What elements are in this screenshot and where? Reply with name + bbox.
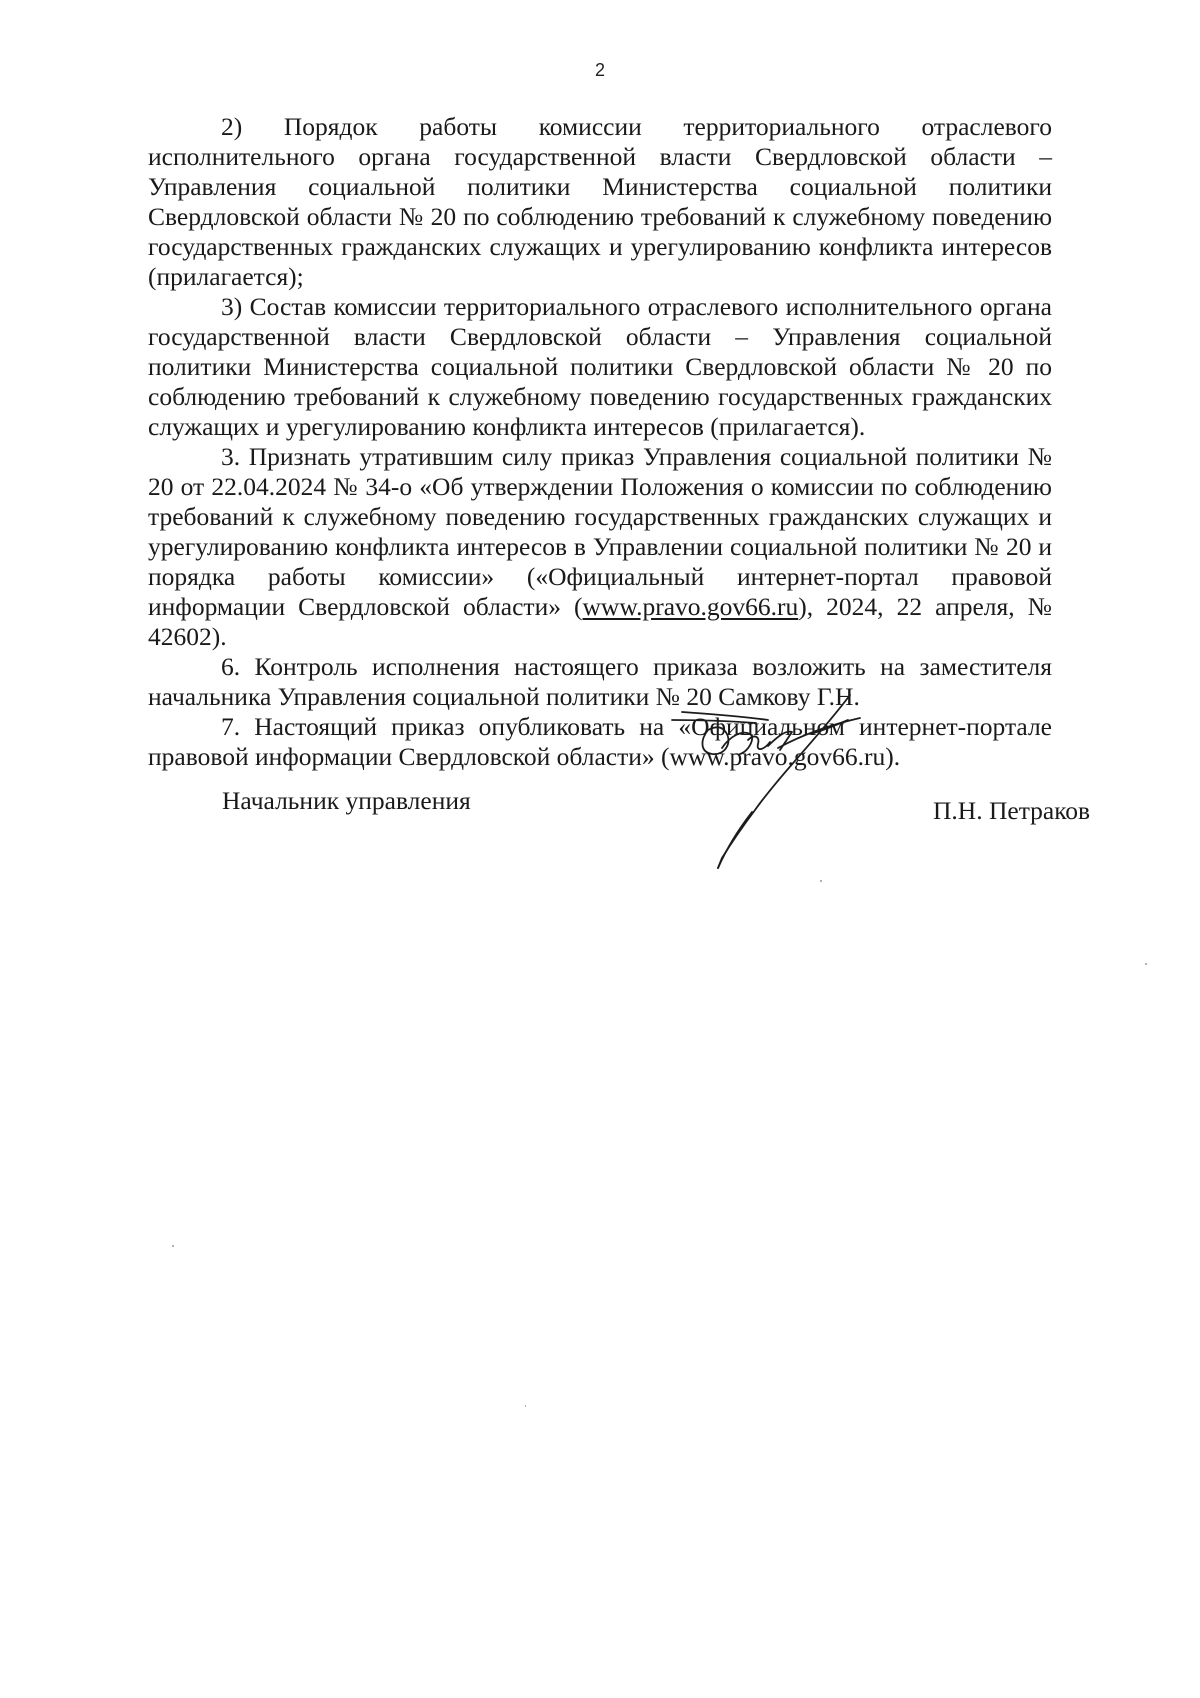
pravo-portal-link[interactable]: www.pravo.gov66.ru — [582, 592, 799, 621]
paragraph-composition: 3) Состав комиссии территориального отраслевого исполнительного органа государственной власти Свердловской области – Управления социальной политики Министерства социальной политики Свердловской области № 20 по соблюдению требований к служебному поведению государственных гражданских служащих и урегулированию конфликта интересов (прилагается). — [148, 292, 1052, 441]
paragraph-publish: 7. Настоящий приказ опубликовать на «Официальном интернет-портале правовой информации Свердловской области» (www.pravo.gov66.ru). — [148, 712, 1052, 771]
page-number: 2 — [594, 60, 605, 80]
repeal-text-end: ), 2024, 22 апреля, № 42602). — [148, 592, 1052, 651]
document-body — [148, 112, 1052, 772]
signatory-name: П.Н. Петраков — [933, 796, 1091, 825]
paragraph-procedure: 2) Порядок работы комиссии территориального отраслевого исполнительного органа государственной власти Свердловской области – Управления социальной политики Министерства социальной политики Свердловской области № 20 по соблюдению требований к служебному поведению государственных гражданских служащих и урегулированию конфликта интересов (прилагается); — [148, 112, 1052, 291]
paragraph-control: 6. Контроль исполнения настоящего приказа возложить на заместителя начальника Управления социальной политики № 20 Самкову Г.Н. — [148, 652, 1052, 711]
handwritten-signature-icon — [660, 690, 920, 870]
repeal-text-start: 3. Признать утратившим силу приказ Управления социальной политики № 20 от 22.04.2024 № 34-о «Об утверждении Положения о комиссии по соблюдению требований к служебному поведению государственных гражданских служащих и урегулированию конфликта интересов в Управлении социальной политики № 20 и порядка работы комиссии» («Официальный интернет-портал правовой информации Свердловской области» ( — [148, 442, 1052, 621]
scan-speck — [1145, 963, 1147, 965]
scan-speck — [172, 1245, 174, 1247]
scan-speck — [820, 880, 822, 882]
paragraph-repeal — [148, 442, 1052, 652]
scan-speck — [525, 1405, 526, 1407]
signatory-position: Начальник управления — [222, 786, 471, 815]
